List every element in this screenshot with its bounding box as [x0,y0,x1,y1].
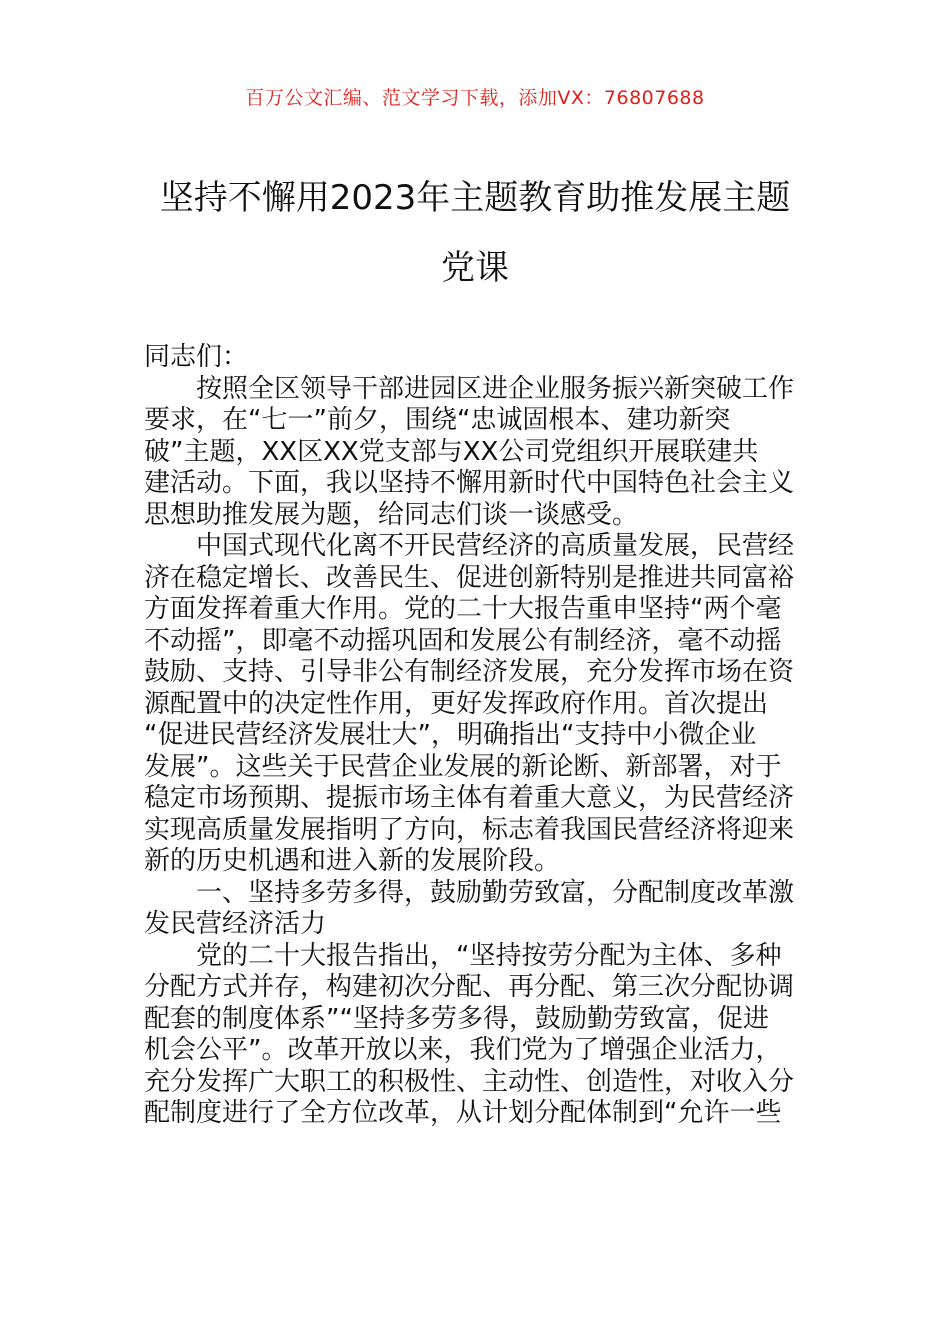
body-line: 方面发挥着重大作用。党的二十大报告重申坚持“两个毫 [144,594,782,624]
body-line: 同志们： [144,342,249,372]
body-line: 党的二十大报告指出，“坚持按劳分配为主体、多种 [196,940,782,971]
body-line: 建活动。下面，我以坚持不懈用新时代中国特色社会主义 [144,468,795,498]
document-title-line-2: 党课 [441,248,509,288]
body-line: 思想助推发展为题，给同志们谈一谈感受。 [144,499,639,530]
body-line: 发展”。这些关于民营企业发展的新论断、新部署，对于 [144,751,782,782]
document-body [144,342,809,1130]
body-line: 新的历史机遇和进入新的发展阶段。 [144,846,561,876]
body-line: 破”主题，XX区XX党支部与XX公司党组织开展联建共 [144,436,759,467]
body-line: 配制度进行了全方位改革，从计划分配体制到“允许一些 [144,1098,782,1128]
body-line: 济在稳定增长、改善民生、促进创新特别是推进共同富裕 [144,562,795,593]
body-line: 稳定市场预期、提振市场主体有着重大意义，为民营经济 [144,783,795,813]
body-line: 中国式现代化离不开民营经济的高质量发展，民营经 [196,531,795,561]
body-line: 实现高质量发展指明了方向，标志着我国民营经济将迎来 [144,814,795,845]
body-line: 机会公平”。改革开放以来，我们党为了增强企业活力， [144,1035,782,1065]
body-line: 分配方式并存，构建初次分配、再分配、第三次分配协调 [144,972,795,1002]
body-line: 发民营经济活力 [144,909,327,939]
body-line: 充分发挥广大职工的积极性、主动性、创造性，对收入分 [144,1066,795,1097]
header-note: 百万公文汇编、范文学习下载，添加VX：76807688 [245,87,705,109]
body-line: “促进民营经济发展壮大”，明确指出“支持中小微企业 [144,720,757,750]
body-line: 要求，在“七一”前夕，围绕“忠诚固根本、建功新突 [144,405,731,435]
body-line: 源配置中的决定性作用，更好发挥政府作用。首次提出 [144,688,769,719]
body-line: 配套的制度体系”“坚持多劳多得，鼓励勤劳致富，促进 [144,1003,769,1034]
document-title-line-1: 坚持不懈用2023年主题教育助推发展主题 [159,178,791,218]
body-line: 一、坚持多劳多得，鼓励勤劳致富，分配制度改革激 [196,877,795,908]
body-line: 鼓励、支持、引导非公有制经济发展，充分发挥市场在资 [144,657,795,687]
body-line: 按照全区领导干部进园区进企业服务振兴新突破工作 [196,373,795,404]
body-line: 不动摇”，即毫不动摇巩固和发展公有制经济，毫不动摇 [144,625,782,656]
